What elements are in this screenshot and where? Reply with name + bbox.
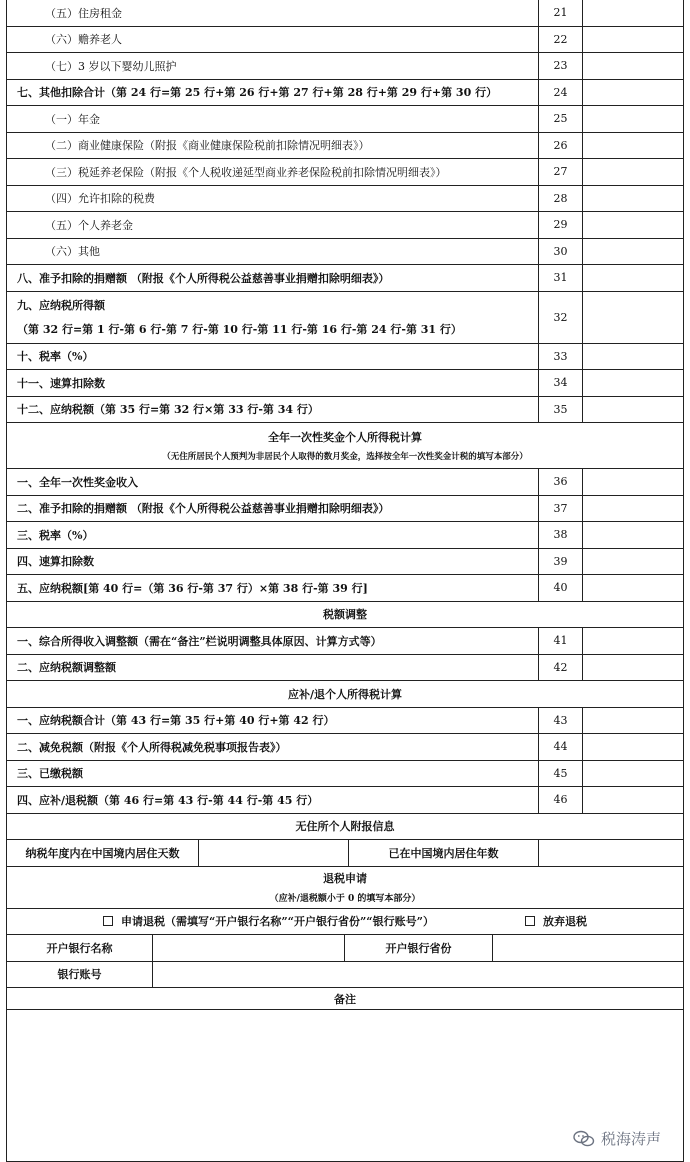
row-number: 31	[539, 265, 583, 291]
row-label: 三、税率（%）	[7, 522, 539, 548]
row-value-field[interactable]	[583, 292, 683, 343]
row-value-field[interactable]	[583, 265, 683, 291]
row-label: （七）3 岁以下婴幼儿照护	[7, 53, 539, 79]
table-row	[6, 80, 684, 107]
row-value-field[interactable]	[583, 53, 683, 79]
table-row	[6, 496, 684, 523]
row-label: （六）其他	[7, 239, 539, 265]
row-number: 29	[539, 212, 583, 238]
residence-days-field[interactable]	[199, 840, 349, 866]
row-number: 32	[539, 292, 583, 343]
refund-apply-section-header	[6, 867, 684, 909]
table-row	[6, 186, 684, 213]
nonresident-section-title: 无住所个人附报信息	[295, 820, 395, 834]
row-label: 五、应纳税额[第 40 行=（第 36 行-第 37 行）×第 38 行-第 39 行]	[7, 575, 539, 601]
row-value-field[interactable]	[583, 186, 683, 212]
nonresident-section-header	[6, 814, 684, 841]
row-value-field[interactable]	[583, 628, 683, 654]
row-value-field[interactable]	[583, 370, 683, 396]
row-number: 34	[539, 370, 583, 396]
table-row	[6, 53, 684, 80]
row-value-field[interactable]	[583, 522, 683, 548]
row-number: 40	[539, 575, 583, 601]
row-label: 二、应纳税额调整额	[7, 655, 539, 681]
row-number: 24	[539, 80, 583, 106]
row-value-field[interactable]	[583, 0, 683, 26]
table-row	[6, 106, 684, 133]
row-number: 22	[539, 27, 583, 53]
waive-refund-checkbox[interactable]	[525, 909, 675, 935]
row-label: 八、准予扣除的捐赠额 （附报《个人所得税公益慈善事业捐赠扣除明细表》）	[7, 265, 539, 291]
table-row	[6, 344, 684, 371]
adjust-rows	[6, 628, 684, 681]
row-number: 43	[539, 708, 583, 734]
row-label: （四）允许扣除的税费	[7, 186, 539, 212]
row-label: （五）住房租金	[7, 0, 539, 26]
table-row	[6, 265, 684, 292]
refund-choice-row	[6, 909, 684, 936]
row-number: 33	[539, 344, 583, 370]
row32-formula: （第 32 行=第 1 行-第 6 行-第 7 行-第 10 行-第 11 行-第 16 行-第 24 行-第 31 行）	[17, 323, 462, 336]
bank-name-label: 开户银行名称	[7, 935, 153, 961]
checkbox-icon	[525, 916, 535, 926]
refund-calc-section-title: 应补/退个人所得税计算	[287, 687, 403, 701]
table-row	[6, 397, 684, 424]
row-label: 十、税率（%）	[7, 344, 539, 370]
row-number: 35	[539, 397, 583, 423]
bonus-section-title: 全年一次性奖金个人所得税计算	[268, 431, 422, 444]
row-value-field[interactable]	[583, 80, 683, 106]
table-row	[6, 575, 684, 602]
table-row	[6, 469, 684, 496]
row-number: 23	[539, 53, 583, 79]
row-number: 37	[539, 496, 583, 522]
row-value-field[interactable]	[583, 708, 683, 734]
row-label: 二、减免税额（附报《个人所得税减免税事项报告表》）	[7, 734, 539, 760]
row-label: 一、应纳税额合计（第 43 行=第 35 行+第 40 行+第 42 行）	[7, 708, 539, 734]
bonus-section-note: （无住所居民个人预判为非居民个人取得的数月奖金，选择按全年一次性奖金计税的填写本部分）	[162, 452, 528, 462]
row-label: 十一、速算扣除数	[7, 370, 539, 396]
row-value-field[interactable]	[583, 787, 683, 813]
adjust-section-header	[6, 602, 684, 629]
row-label: 四、应补/退税额（第 46 行=第 43 行-第 44 行-第 45 行）	[7, 787, 539, 813]
bank-province-field[interactable]	[493, 935, 683, 961]
row-label: 七、其他扣除合计（第 24 行=第 25 行+第 26 行+第 27 行+第 28 行+第 29 行+第 30 行）	[7, 80, 539, 106]
refund-calc-section-header	[6, 681, 684, 708]
wechat-icon	[573, 1130, 595, 1148]
row-value-field[interactable]	[583, 344, 683, 370]
row-label: （二）商业健康保险（附报《商业健康保险税前扣除情况明细表》）	[7, 133, 539, 159]
row-number: 41	[539, 628, 583, 654]
row-number: 39	[539, 549, 583, 575]
row-value-field[interactable]	[583, 239, 683, 265]
row-value-field[interactable]	[583, 575, 683, 601]
row-number: 36	[539, 469, 583, 495]
row-label	[7, 292, 539, 343]
tax-form-sheet	[6, 0, 684, 1162]
row-number: 44	[539, 734, 583, 760]
checkbox-icon	[103, 916, 113, 926]
bonus-section-header	[6, 423, 684, 469]
table-row	[6, 212, 684, 239]
row-label: （六）赡养老人	[7, 27, 539, 53]
row-value-field[interactable]	[583, 106, 683, 132]
row-number: 46	[539, 787, 583, 813]
nonresident-info-row	[6, 840, 684, 867]
row-label: 三、已缴税额	[7, 761, 539, 787]
remarks-field[interactable]	[6, 1010, 684, 1162]
remarks-title: 备注	[334, 992, 356, 1006]
table-row	[6, 628, 684, 655]
row-number: 21	[539, 0, 583, 26]
residence-years-label: 已在中国境内居住年数	[349, 840, 539, 866]
bank-account-field[interactable]	[153, 962, 683, 988]
watermark	[573, 1128, 661, 1149]
row-value-field[interactable]	[583, 496, 683, 522]
adjust-section-title: 税额调整	[323, 608, 367, 622]
watermark-text: 税海涛声	[600, 1130, 661, 1148]
row-number: 26	[539, 133, 583, 159]
remarks-header	[6, 988, 684, 1010]
refund-apply-note: （应补/退税额小于 0 的填写本部分）	[269, 894, 421, 904]
table-row	[6, 0, 684, 27]
bank-province-label: 开户银行省份	[345, 935, 493, 961]
row-number: 42	[539, 655, 583, 681]
table-row	[6, 761, 684, 788]
row-value-field[interactable]	[583, 761, 683, 787]
bonus-rows	[6, 469, 684, 602]
residence-days-label: 纳税年度内在中国境内居住天数	[7, 840, 199, 866]
table-row	[6, 734, 684, 761]
row-value-field[interactable]	[583, 549, 683, 575]
table-row	[6, 27, 684, 54]
apply-refund-checkbox[interactable]	[103, 909, 503, 935]
table-row	[6, 159, 684, 186]
table-row	[6, 708, 684, 735]
row-number: 25	[539, 106, 583, 132]
refund-calc-rows	[6, 708, 684, 814]
row-label: （五）个人养老金	[7, 212, 539, 238]
row-number: 30	[539, 239, 583, 265]
deduction-rows	[6, 0, 684, 292]
refund-apply-section-title: 退税申请	[323, 872, 367, 885]
row-label: 二、准予扣除的捐赠额 （附报《个人所得税公益慈善事业捐赠扣除明细表》）	[7, 496, 539, 522]
row-value-field[interactable]	[583, 212, 683, 238]
bank-name-field[interactable]	[153, 935, 345, 961]
row-value-field[interactable]	[583, 27, 683, 53]
row32-title: 九、应纳税所得额	[17, 299, 105, 312]
row-value-field[interactable]	[583, 469, 683, 495]
row-number: 45	[539, 761, 583, 787]
bank-info-row	[6, 935, 684, 962]
table-row	[6, 239, 684, 266]
tax-rows	[6, 344, 684, 424]
table-row	[6, 370, 684, 397]
row-value-field[interactable]	[583, 159, 683, 185]
bank-account-label: 银行账号	[7, 962, 153, 988]
waive-refund-label: 放弃退税	[543, 915, 587, 929]
bank-account-row	[6, 962, 684, 989]
row-value-field[interactable]	[583, 133, 683, 159]
row-number: 38	[539, 522, 583, 548]
residence-years-field[interactable]	[539, 840, 683, 866]
table-row	[6, 522, 684, 549]
table-row	[6, 655, 684, 682]
row-value-field[interactable]	[583, 397, 683, 423]
table-row	[6, 133, 684, 160]
table-row-32	[6, 292, 684, 344]
row-label: 一、综合所得收入调整额（需在“备注”栏说明调整具体原因、计算方式等）	[7, 628, 539, 654]
row-label: （一）年金	[7, 106, 539, 132]
row-number: 27	[539, 159, 583, 185]
row-value-field[interactable]	[583, 655, 683, 681]
row-label: （三）税延养老保险（附报《个人税收递延型商业养老保险税前扣除情况明细表》）	[7, 159, 539, 185]
row-value-field[interactable]	[583, 734, 683, 760]
row-label: 十二、应纳税额（第 35 行=第 32 行×第 33 行-第 34 行）	[7, 397, 539, 423]
row-number: 28	[539, 186, 583, 212]
table-row	[6, 549, 684, 576]
apply-refund-label: 申请退税（需填写“开户银行名称”“开户银行省份”“银行账号”）	[121, 915, 434, 929]
row-label: 四、速算扣除数	[7, 549, 539, 575]
table-row	[6, 787, 684, 814]
row-label: 一、全年一次性奖金收入	[7, 469, 539, 495]
